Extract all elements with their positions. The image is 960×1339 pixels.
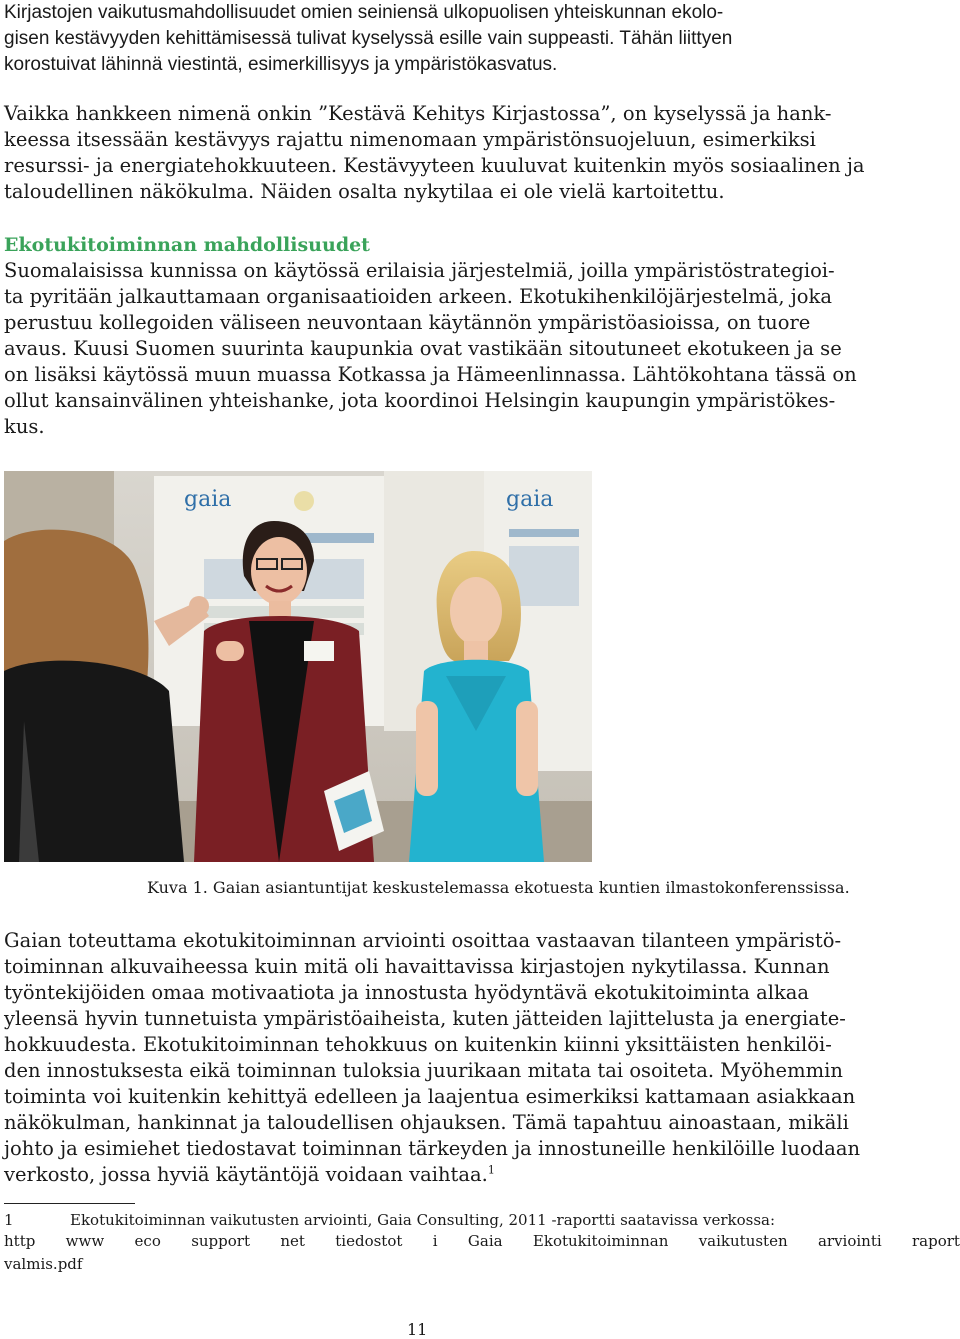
url-word: arviointi xyxy=(817,1232,882,1250)
url-word: support xyxy=(191,1232,250,1250)
paragraph-line: den innostuksesta eikä toiminnan tuloksia juurikaan mitata tai osoiteta. Myöhemmin xyxy=(4,1059,843,1082)
paragraph-line: näkökulman, hankinnat ja taloudellisen ohjauksen. Tämä tapahtuu ainoastaan, mikäli xyxy=(4,1111,849,1134)
footnote-number: 1 xyxy=(4,1211,14,1229)
conference-photo xyxy=(4,471,592,862)
url-word: tiedostot xyxy=(335,1232,403,1250)
paragraph-line: on lisäksi käytössä muun muassa Kotkassa ja Hämeenlinnassa. Lähtökohtana tässä on xyxy=(4,363,857,386)
intro-line: gisen kestävyyden kehittämisessä tulivat kyselyssä esille vain suppeasti. Tähän liittyen xyxy=(4,28,733,49)
paragraph-line: johto ja esimiehet tiedostavat toiminnan tärkeyden ja innostuneille henkilöille luodaan xyxy=(4,1137,861,1160)
paragraph-line: Vaikka hankkeen nimenä onkin ”Kestävä Kehitys Kirjastossa”, on kyselyssä ja hank- xyxy=(4,102,832,125)
url-word: Ekotukitoiminnan xyxy=(532,1232,669,1250)
intro-line: Kirjastojen vaikutusmahdollisuudet omien seiniensä ulkopuolisen yhteiskunnan ekolo- xyxy=(4,2,724,23)
footnote-url-end[interactable]: valmis.pdf xyxy=(4,1255,83,1273)
url-word: http xyxy=(4,1232,36,1250)
url-word: vaikutusten xyxy=(698,1232,788,1250)
footnote-url[interactable] xyxy=(4,1232,960,1250)
poster-logo-left: gaia xyxy=(184,487,232,512)
paragraph-line: toiminnan alkuvaiheessa kuin mitä oli havaittavissa kirjastojen nykytilassa. Kunnan xyxy=(4,955,830,978)
url-word: www xyxy=(65,1232,105,1250)
section-heading: Ekotukitoiminnan mahdollisuudet xyxy=(4,234,370,256)
paragraph-line: avaus. Kuusi Suomen suurinta kaupunkia ovat vastikään sitoutuneet ekotukeen ja se xyxy=(4,337,842,360)
footnote-reference[interactable]: 1 xyxy=(487,1163,495,1177)
poster-logo-right: gaia xyxy=(506,487,554,512)
url-word: raport xyxy=(912,1232,960,1250)
paragraph-line xyxy=(4,1162,495,1188)
paragraph-line: Gaian toteuttama ekotukitoiminnan arviointi osoittaa vastaavan tilanteen ympäristö- xyxy=(4,929,842,952)
paragraph-line: hokkuudesta. Ekotukitoiminnan tehokkuus on kuitenkin kiinni yksittäisten henkilöi- xyxy=(4,1033,832,1056)
paragraph-line: ollut kansainvälinen yhteishanke, jota koordinoi Helsingin kaupungin ympäristökes- xyxy=(4,389,836,412)
url-word: i xyxy=(432,1232,438,1250)
paragraph-line: taloudellinen näkökulma. Näiden osalta nykytilaa ei ole vielä kartoitettu. xyxy=(4,180,725,203)
paragraph-line: perustuu kollegoiden väliseen neuvontaan käytännön ympäristöasioissa, on tuore xyxy=(4,311,811,334)
intro-line: korostuivat lähinnä viestintä, esimerkillisyys ja ympäristökasvatus. xyxy=(4,54,558,75)
paragraph-line-text: verkosto, jossa hyviä käytäntöjä voidaan vaihtaa. xyxy=(4,1163,488,1186)
paragraph-line: työntekijöiden omaa motivaatiota ja innostusta hyödyntävä ekotukitoiminta alkaa xyxy=(4,981,810,1004)
page-number: 11 xyxy=(407,1320,428,1339)
url-word: net xyxy=(280,1232,305,1250)
paragraph-line: keessa itsessään kestävyys rajattu nimenomaan ympäristönsuojeluun, esimerkiksi xyxy=(4,128,816,151)
paragraph-line: Suomalaisissa kunnissa on käytössä erilaisia järjestelmiä, joilla ympäristöstrategioi- xyxy=(4,259,835,282)
paragraph-line: toiminta voi kuitenkin kehittyä edelleen ja laajentua esimerkiksi kattamaan asiakkaan xyxy=(4,1085,856,1108)
paragraph-line: resurssi- ja energiatehokkuuteen. Kestävyyteen kuuluvat kuitenkin myös sosiaalinen ja xyxy=(4,154,865,177)
footnote-separator xyxy=(4,1203,135,1204)
paragraph-line: kus. xyxy=(4,415,45,438)
url-word: eco xyxy=(134,1232,161,1250)
url-word: Gaia xyxy=(467,1232,503,1250)
footnote-text: Ekotukitoiminnan vaikutusten arviointi, Gaia Consulting, 2011 -raportti saatavissa verkossa: xyxy=(70,1211,776,1229)
conference-photo-illustration xyxy=(4,471,592,862)
figure-caption: Kuva 1. Gaian asiantuntijat keskustelemassa ekotuesta kuntien ilmastokonferenssissa. xyxy=(147,878,850,897)
paragraph-line: ta pyritään jalkauttamaan organisaatioiden arkeen. Ekotukihenkilöjärjestelmä, joka xyxy=(4,285,832,308)
paragraph-line: yleensä hyvin tunnetuista ympäristöaiheista, kuten jätteiden lajittelusta ja energiate- xyxy=(4,1007,846,1030)
